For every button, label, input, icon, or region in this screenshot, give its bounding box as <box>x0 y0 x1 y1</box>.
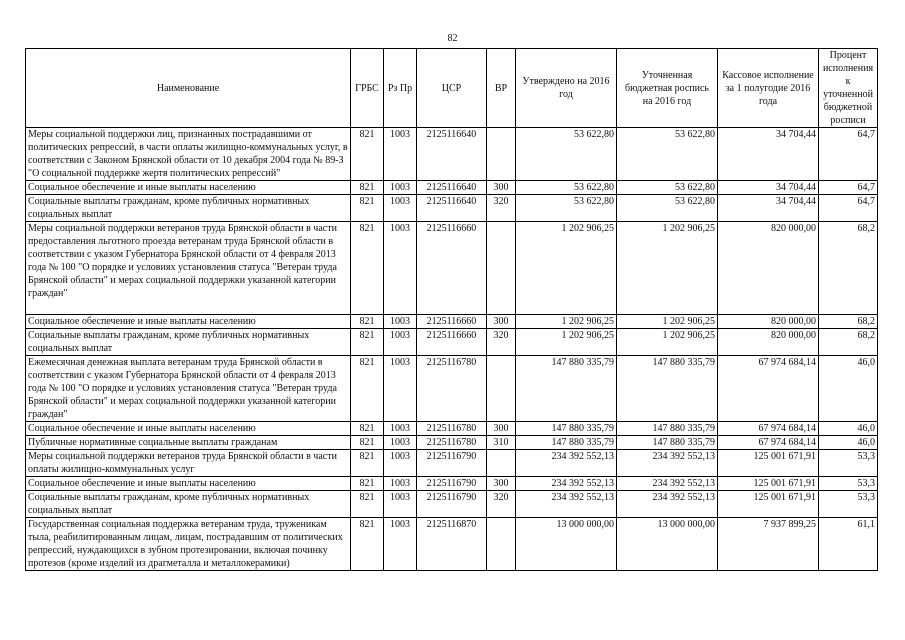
cell-name: Социальное обеспечение и иные выплаты населению <box>26 315 351 329</box>
cell-rzpr: 1003 <box>384 477 417 491</box>
table-row <box>26 128 878 181</box>
cell-approved: 53 622,80 <box>516 128 617 181</box>
cell-cash: 125 001 671,91 <box>718 491 819 518</box>
cell-refined: 1 202 906,25 <box>617 329 718 356</box>
cell-grbs: 821 <box>351 181 384 195</box>
cell-grbs: 821 <box>351 195 384 222</box>
budget-table <box>25 48 878 571</box>
cell-vr <box>487 356 516 422</box>
cell-name: Публичные нормативные социальные выплаты гражданам <box>26 436 351 450</box>
cell-grbs: 821 <box>351 222 384 315</box>
cell-approved: 147 880 335,79 <box>516 356 617 422</box>
cell-csr: 2125116640 <box>417 195 487 222</box>
cell-cash: 67 974 684,14 <box>718 356 819 422</box>
cell-rzpr: 1003 <box>384 422 417 436</box>
cell-grbs: 821 <box>351 422 384 436</box>
cell-approved: 1 202 906,25 <box>516 315 617 329</box>
cell-refined: 147 880 335,79 <box>617 422 718 436</box>
col-header-refined: Уточненная бюджетная роспись на 2016 год <box>617 49 718 128</box>
cell-refined: 53 622,80 <box>617 195 718 222</box>
cell-name: Меры социальной поддержки ветеранов труда Брянской области в части оплаты жилищно-коммунальных услуг <box>26 450 351 477</box>
cell-percent: 64,7 <box>819 195 878 222</box>
cell-percent: 64,7 <box>819 128 878 181</box>
cell-percent: 46,0 <box>819 356 878 422</box>
cell-name: Государственная социальная поддержка ветеранам труда, труженикам тыла, реабилитированным лицам, лицам, пострадавшим от политических репрессий, нуждающихся в зубном протезировании, включая починку протезов (кроме изделий из драгметалла и металлокерамики) <box>26 518 351 571</box>
cell-cash: 34 704,44 <box>718 181 819 195</box>
cell-rzpr: 1003 <box>384 181 417 195</box>
table-row <box>26 491 878 518</box>
cell-vr: 320 <box>487 195 516 222</box>
cell-vr: 300 <box>487 315 516 329</box>
cell-refined: 234 392 552,13 <box>617 477 718 491</box>
cell-name: Социальные выплаты гражданам, кроме публичных нормативных социальных выплат <box>26 329 351 356</box>
cell-grbs: 821 <box>351 491 384 518</box>
cell-rzpr: 1003 <box>384 329 417 356</box>
table-row <box>26 518 878 571</box>
cell-grbs: 821 <box>351 315 384 329</box>
table-row <box>26 222 878 315</box>
cell-name: Социальные выплаты гражданам, кроме публичных нормативных социальных выплат <box>26 491 351 518</box>
col-header-approved: Утверждено на 2016 год <box>516 49 617 128</box>
cell-csr: 2125116640 <box>417 128 487 181</box>
cell-csr: 2125116870 <box>417 518 487 571</box>
cell-csr: 2125116660 <box>417 315 487 329</box>
cell-approved: 147 880 335,79 <box>516 436 617 450</box>
cell-cash: 67 974 684,14 <box>718 436 819 450</box>
cell-rzpr: 1003 <box>384 128 417 181</box>
cell-percent: 46,0 <box>819 422 878 436</box>
cell-refined: 1 202 906,25 <box>617 315 718 329</box>
cell-grbs: 821 <box>351 450 384 477</box>
cell-cash: 7 937 899,25 <box>718 518 819 571</box>
col-header-grbs: ГРБС <box>351 49 384 128</box>
cell-percent: 68,2 <box>819 315 878 329</box>
cell-approved: 53 622,80 <box>516 195 617 222</box>
cell-vr <box>487 128 516 181</box>
cell-approved: 1 202 906,25 <box>516 329 617 356</box>
cell-approved: 13 000 000,00 <box>516 518 617 571</box>
table-row <box>26 436 878 450</box>
table-row <box>26 422 878 436</box>
cell-vr: 310 <box>487 436 516 450</box>
cell-refined: 234 392 552,13 <box>617 450 718 477</box>
col-header-name: Наименование <box>26 49 351 128</box>
cell-grbs: 821 <box>351 329 384 356</box>
table-row <box>26 181 878 195</box>
cell-refined: 234 392 552,13 <box>617 491 718 518</box>
table-header-row <box>26 49 878 128</box>
cell-refined: 147 880 335,79 <box>617 436 718 450</box>
cell-name: Социальные выплаты гражданам, кроме публичных нормативных социальных выплат <box>26 195 351 222</box>
col-header-cash: Кассовое исполнение за 1 полугодие 2016 года <box>718 49 819 128</box>
cell-grbs: 821 <box>351 477 384 491</box>
cell-approved: 234 392 552,13 <box>516 450 617 477</box>
cell-refined: 53 622,80 <box>617 128 718 181</box>
cell-rzpr: 1003 <box>384 315 417 329</box>
cell-refined: 53 622,80 <box>617 181 718 195</box>
table-row <box>26 195 878 222</box>
cell-percent: 68,2 <box>819 222 878 315</box>
cell-name: Меры социальной поддержки лиц, признанных пострадавшими от политических репрессий, в части оплаты жилищно-коммунальных услуг, в соответствии с Законом Брянской области от 10 декабря 2004 года № 89-З "О социальной поддержке жертв политических репрессий" <box>26 128 351 181</box>
cell-cash: 34 704,44 <box>718 195 819 222</box>
cell-cash: 34 704,44 <box>718 128 819 181</box>
cell-name: Меры социальной поддержки ветеранов труда Брянской области в части предоставления льготного проезда ветеранам труда Брянской области в соответствии с указом Губернатора Брянской области от 4 февраля 2013 года № 100 "О порядке и условиях установления статуса "Ветеран труда Брянской области" и мерах социальной поддержки указанной категории граждан" <box>26 222 351 315</box>
cell-csr: 2125116660 <box>417 329 487 356</box>
col-header-vr: ВР <box>487 49 516 128</box>
cell-approved: 53 622,80 <box>516 181 617 195</box>
cell-approved: 234 392 552,13 <box>516 477 617 491</box>
cell-approved: 234 392 552,13 <box>516 491 617 518</box>
cell-csr: 2125116780 <box>417 422 487 436</box>
cell-grbs: 821 <box>351 128 384 181</box>
cell-cash: 820 000,00 <box>718 222 819 315</box>
cell-vr: 300 <box>487 181 516 195</box>
table-row <box>26 477 878 491</box>
cell-cash: 820 000,00 <box>718 315 819 329</box>
cell-cash: 67 974 684,14 <box>718 422 819 436</box>
cell-csr: 2125116790 <box>417 491 487 518</box>
cell-vr <box>487 450 516 477</box>
cell-vr: 300 <box>487 477 516 491</box>
cell-vr <box>487 518 516 571</box>
table-row <box>26 315 878 329</box>
cell-vr: 320 <box>487 329 516 356</box>
cell-csr: 2125116790 <box>417 477 487 491</box>
cell-cash: 125 001 671,91 <box>718 450 819 477</box>
cell-grbs: 821 <box>351 356 384 422</box>
cell-percent: 53,3 <box>819 477 878 491</box>
cell-refined: 147 880 335,79 <box>617 356 718 422</box>
cell-vr <box>487 222 516 315</box>
cell-vr: 300 <box>487 422 516 436</box>
col-header-csr: ЦСР <box>417 49 487 128</box>
cell-percent: 64,7 <box>819 181 878 195</box>
cell-csr: 2125116780 <box>417 436 487 450</box>
cell-name: Социальное обеспечение и иные выплаты населению <box>26 477 351 491</box>
cell-vr: 320 <box>487 491 516 518</box>
cell-rzpr: 1003 <box>384 222 417 315</box>
cell-grbs: 821 <box>351 436 384 450</box>
cell-percent: 53,3 <box>819 450 878 477</box>
cell-rzpr: 1003 <box>384 450 417 477</box>
cell-name: Ежемесячная денежная выплата ветеранам труда Брянской области в соответствии с указом Губернатора Брянской области от 4 февраля 2013 года № 100 "О порядке и условиях установления статуса "Ветеран труда Брянской области" и мерах социальной поддержки указанной категории граждан" <box>26 356 351 422</box>
table-row <box>26 329 878 356</box>
cell-approved: 147 880 335,79 <box>516 422 617 436</box>
col-header-percent: Процент исполнения к уточненной бюджетной росписи <box>819 49 878 128</box>
cell-rzpr: 1003 <box>384 356 417 422</box>
cell-cash: 820 000,00 <box>718 329 819 356</box>
cell-rzpr: 1003 <box>384 491 417 518</box>
cell-percent: 53,3 <box>819 491 878 518</box>
cell-refined: 13 000 000,00 <box>617 518 718 571</box>
cell-approved: 1 202 906,25 <box>516 222 617 315</box>
cell-name: Социальное обеспечение и иные выплаты населению <box>26 422 351 436</box>
cell-cash: 125 001 671,91 <box>718 477 819 491</box>
cell-name: Социальное обеспечение и иные выплаты населению <box>26 181 351 195</box>
cell-rzpr: 1003 <box>384 195 417 222</box>
cell-grbs: 821 <box>351 518 384 571</box>
table-row <box>26 450 878 477</box>
cell-rzpr: 1003 <box>384 518 417 571</box>
table-row <box>26 356 878 422</box>
page-number: 82 <box>447 33 458 44</box>
cell-rzpr: 1003 <box>384 436 417 450</box>
cell-percent: 68,2 <box>819 329 878 356</box>
col-header-rzpr: Рз Пр <box>384 49 417 128</box>
cell-csr: 2125116660 <box>417 222 487 315</box>
cell-csr: 2125116780 <box>417 356 487 422</box>
cell-refined: 1 202 906,25 <box>617 222 718 315</box>
cell-csr: 2125116640 <box>417 181 487 195</box>
cell-percent: 46,0 <box>819 436 878 450</box>
cell-percent: 61,1 <box>819 518 878 571</box>
cell-csr: 2125116790 <box>417 450 487 477</box>
